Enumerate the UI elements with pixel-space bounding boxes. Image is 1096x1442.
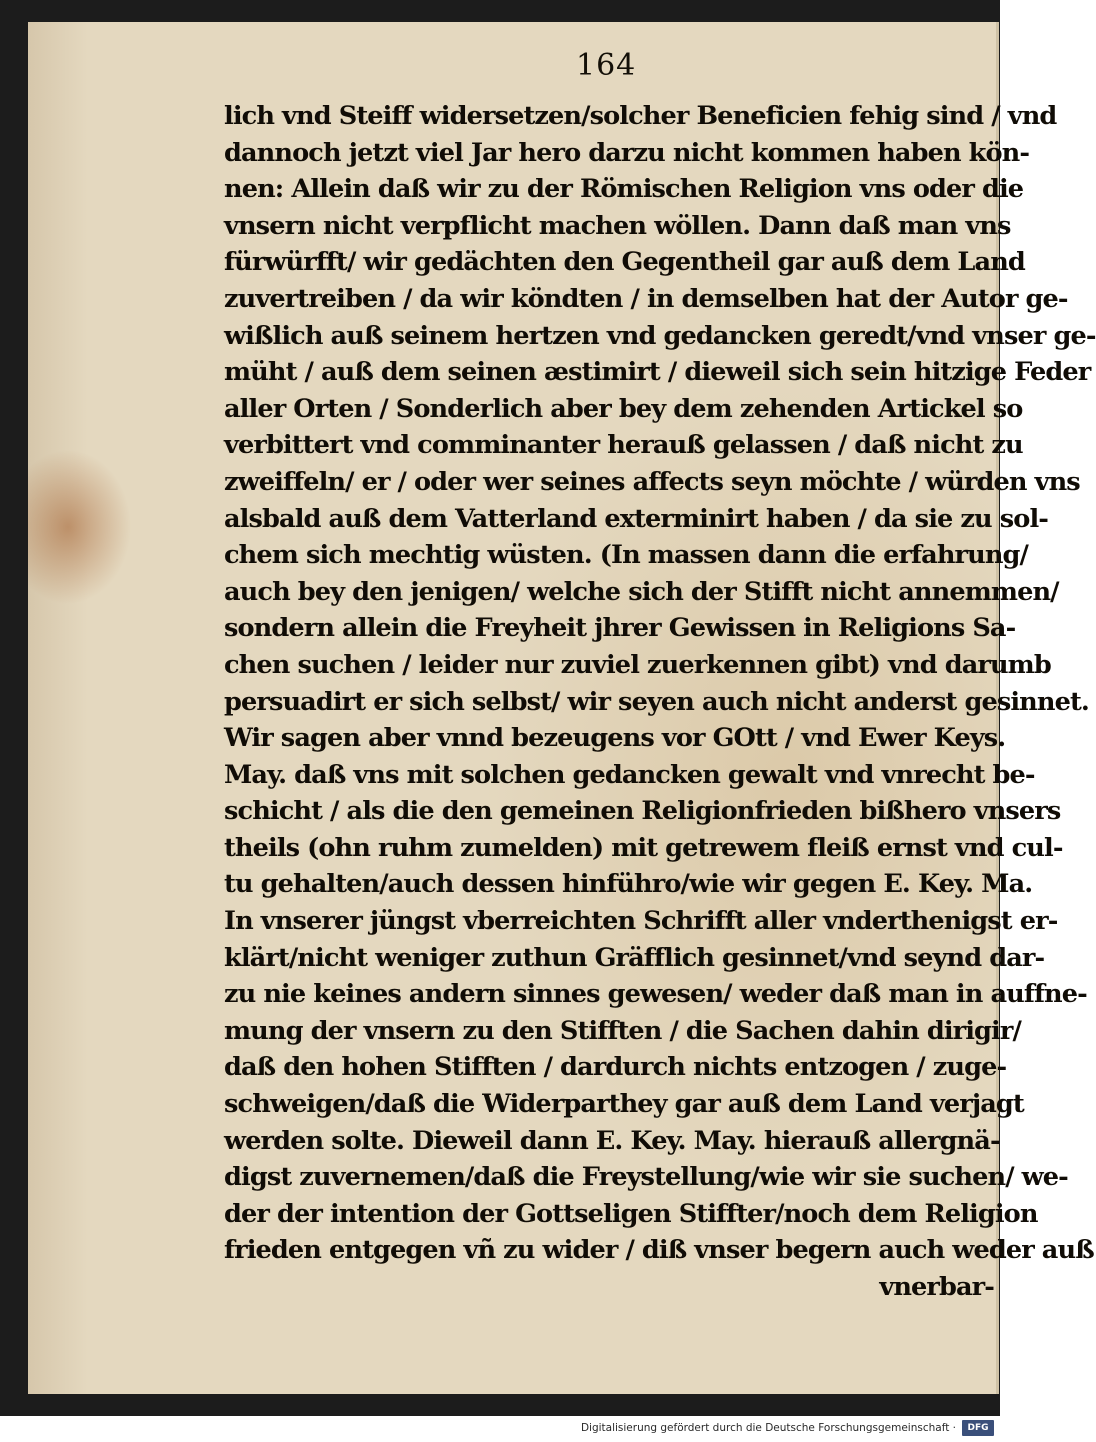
- text-line: digst zuvernemen/daß die Freystellung/wie wir sie suchen/ we-: [224, 1162, 1068, 1193]
- footer-bar: [0, 1416, 1000, 1442]
- text-line: lich vnd Steiff widersetzen/solcher Beneficien fehig sind / vnd: [224, 101, 1057, 131]
- text-line: In vnserer jüngst vberreichten Schrifft aller vnderthenigst er-: [224, 906, 1058, 937]
- text-line: tu gehalten/auch dessen hinführo/wie wir gegen E. Key. Ma.: [224, 869, 1033, 900]
- text-line: fürwürfft/ wir gedächten den Gegentheil gar auß dem Land: [224, 247, 1025, 278]
- text-line: müht / auß dem seinen æstimirt / dieweil sich sein hitzige Feder: [224, 357, 1091, 388]
- text-line: dannoch jetzt viel Jar hero darzu nicht kommen haben kön-: [224, 137, 1030, 168]
- text-line: zuvertreiben / da wir köndten / in demselben hat der Autor ge-: [224, 283, 1068, 314]
- text-line: schicht / als die den gemeinen Religionfrieden bißhero vnsers: [224, 796, 1061, 827]
- text-line: der der intention der Gottseligen Stiffter/noch dem Religion: [224, 1198, 1038, 1229]
- text-line: mung der vnsern zu den Stifften / die Sachen dahin dirigir/: [224, 1015, 1021, 1046]
- text-line: vnsern nicht verpflicht machen wöllen. Dann daß man vns: [224, 210, 1011, 241]
- text-line: theils (ohn ruhm zumelden) mit getrewem fleiß ernst vnd cul-: [224, 832, 1063, 863]
- text-line: wißlich auß seinem hertzen vnd gedancken geredt/vnd vnser ge-: [224, 320, 1096, 351]
- text-line: daß den hohen Stifften / dardurch nichts entzogen / zuge-: [224, 1052, 1007, 1083]
- text-line: May. daß vns mit solchen gedancken gewalt vnd vnrecht be-: [224, 759, 1035, 790]
- funding-credit: Digitalisierung gefördert durch die Deutsche Forschungsgemeinschaft ·: [580, 1422, 956, 1434]
- text-line: aller Orten / Sonderlich aber bey dem zehenden Artickel so: [224, 393, 1023, 424]
- text-line: chen suchen / leider nur zuviel zuerkennen gibt) vnd darumb: [224, 649, 1051, 680]
- catchword: vnerbar-: [879, 1272, 994, 1302]
- page-number: 164: [576, 48, 637, 83]
- book-page: [28, 22, 1096, 1394]
- text-line: werden solte. Dieweil dann E. Key. May. hierauß allergnä-: [224, 1125, 1000, 1156]
- text-line: alsbald auß dem Vatterland exterminirt haben / da sie zu sol-: [224, 503, 1048, 534]
- text-block: [224, 98, 1096, 1306]
- text-line: persuadirt er sich selbst/ wir seyen auch nicht anderst gesinnet.: [224, 686, 1089, 717]
- text-line: nen: Allein daß wir zu der Römischen Religion vns oder die: [224, 174, 1024, 205]
- dfg-logo-icon: DFG: [962, 1420, 994, 1436]
- text-line: zweiffeln/ er / oder wer seines affects seyn möchte / würden vns: [224, 466, 1080, 497]
- text-line: sondern allein die Freyheit jhrer Gewissen in Religions Sa-: [224, 613, 1016, 644]
- text-line: Wir sagen aber vnnd bezeugens vor GOtt / vnd Ewer Keys.: [224, 723, 1006, 754]
- text-line: klärt/nicht weniger zuthun Gräfflich gesinnet/vnd seynd dar-: [224, 942, 1045, 973]
- text-line: schweigen/daß die Widerparthey gar auß dem Land verjagt: [224, 1089, 1024, 1120]
- text-line: frieden entgegen vñ zu wider / diß vnser begern auch weder auß: [224, 1235, 1094, 1266]
- text-line: zu nie keines andern sinnes gewesen/ weder daß man in auffne-: [224, 979, 1087, 1010]
- text-line: verbittert vnd comminanter herauß gelassen / daß nicht zu: [224, 430, 1023, 461]
- text-line: auch bey den jenigen/ welche sich der Stifft nicht annemmen/: [224, 576, 1059, 607]
- text-line: chem sich mechtig wüsten. (In massen dann die erfahrung/: [224, 540, 1029, 571]
